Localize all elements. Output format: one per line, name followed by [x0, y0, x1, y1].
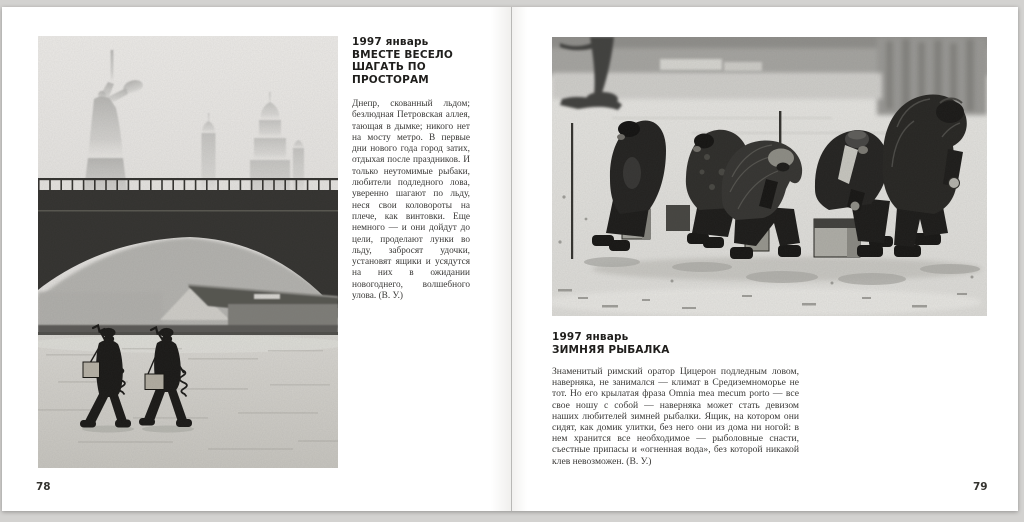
- right-photo-illustration: [552, 37, 987, 316]
- left-photo-illustration: [38, 36, 338, 468]
- article-right: [552, 331, 799, 467]
- article-title: [552, 344, 799, 357]
- page-number-right: 79: [973, 481, 988, 493]
- title-line: ШАГАТЬ ПО: [352, 61, 426, 73]
- page-right: [512, 7, 1018, 511]
- page-number-left: 78: [36, 481, 51, 493]
- page-left: [2, 7, 512, 511]
- book-spread: [2, 7, 1018, 511]
- article-date: 1997 январь: [352, 36, 429, 48]
- article-body: Днепр, скованный льдом; безлюдная Петровская аллея, тающая в дымке; никого нет на мосту метро. В первые дни нового года город затих, отдыхая после праздников. И только неутомимые рыбаки, любители подледного лова, уверенно шагают по льду, неся свои коловороты на плече, как винтовки. Еще немного — и они дойдут до цели, проделают лунки во льду, забросят удочки, установят ящики и усядутся на них в ожидании новогоднего, волшебного улова. (В. У.): [352, 99, 470, 302]
- article-body: Знаменитый римский оратор Цицерон подледным ловом, наверняка, не занимался — климат в Средиземноморье не тот. Но его крылатая фраза Omnia mea mecum porto — все свое ношу с собой — наверняка может стать девизом наших любителей зимней рыбалки. Ящик, на котором они сидят, как домик улитки, без него они из дома ни ногой: в нем хранится все необходимое — рыболовные снасти, съестные припасы и «огненная вода», без которой никакой клев невозможен. (В. У.): [552, 366, 799, 467]
- photo-dnieper-winter: [38, 36, 338, 468]
- photo-ice-fishing: [552, 37, 987, 316]
- article-left: [352, 36, 470, 302]
- article-title: [352, 49, 470, 87]
- article-date: 1997 январь: [552, 331, 629, 343]
- title-line: ПРОСТОРАМ: [352, 73, 429, 86]
- title-line: ЗИМНЯЯ РЫБАЛКА: [552, 343, 670, 356]
- title-line: ВМЕСТЕ ВЕСЕЛО: [352, 48, 453, 61]
